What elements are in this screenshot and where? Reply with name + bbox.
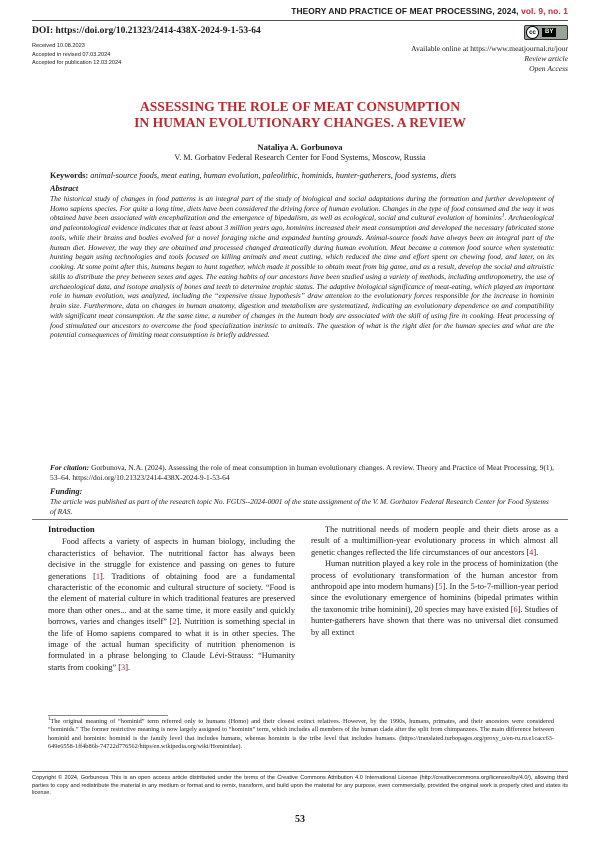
body-column-right (311, 524, 558, 638)
section-divider (32, 519, 568, 520)
article-title (32, 99, 568, 131)
keywords-label: Keywords: (50, 171, 89, 180)
intro-text: ]. Studies of hunter-gatherers have shown that there was no universal diet consumed by all extinct (311, 604, 558, 637)
keywords-text: animal-source foods, meat eating, human evolution, paleolithic, hominids, hunter-gatherers, food systems, diets (88, 171, 457, 180)
intro-text: Food affects a variety of aspects in human biology, including the characteristics of behavior. The nutritional factor has always been decisive in the struggle for existence and passing on genes to future generations [ (48, 537, 295, 581)
intro-text: Human nutrition played a key role in the process of hominization (the process of evolutionary transformation of the human ancestor from anthropoid ape into modern humans) [ (311, 559, 558, 592)
intro-paragraph-1 (48, 536, 295, 673)
intro-text: ]. (125, 662, 131, 672)
intro-paragraph-2 (311, 524, 558, 558)
citation-label: For citation: (50, 463, 90, 472)
reference-link[interactable]: 2 (172, 617, 177, 627)
citation (50, 463, 554, 483)
title-line-2: IN HUMAN EVOLUTIONARY CHANGES. A REVIEW (134, 115, 466, 130)
cc-icon: cc (526, 26, 539, 39)
footnote-number: 1 (48, 716, 51, 722)
intro-text: ]. Nutrition is something special in the life of Homo sapiens compared to what it is in other species. The image of the actual human specificity of nutrition phenomenon is formulated in a phrase belonging to Claude Lévi-Strauss: “Humanity starts from cooking” [ (48, 617, 295, 672)
introduction-heading: Introduction (48, 524, 95, 534)
intro-text: The nutritional needs of modern people and their diets arose as a result of a multimillion-year evolutionary process in which almost all genetic changes reflected the life circumstances of our ancestors [ (311, 525, 558, 557)
article-type: Review article (524, 54, 568, 63)
abstract (50, 184, 554, 340)
footnote-divider (48, 715, 168, 716)
journal-running-header (291, 6, 568, 16)
body-column-left (48, 524, 295, 673)
reference-link[interactable]: 1 (95, 571, 100, 581)
intro-text: ]. In the 5-to-7-million-year period since the evolutionary emergence of hominins (bipedal primates within the taxonomic tribe hominini), 20 species may have existed [ (311, 582, 559, 614)
author-name: Nataliya A. Gorbunova (257, 142, 343, 152)
article-doi[interactable]: DOI: https://doi.org/10.21323/2414-438X-2024-9-1-53-64 (32, 26, 261, 36)
revised-date: Accepted in revised 07.03.2024 (32, 51, 111, 58)
footnote-marker[interactable]: 1 (501, 212, 505, 219)
funding-heading: Funding: (50, 487, 83, 496)
accepted-date: Accepted for publication 12.03.2024 (32, 60, 122, 67)
reference-link[interactable]: 4 (529, 547, 534, 557)
keywords (50, 171, 554, 180)
reference-link[interactable]: 3 (121, 662, 126, 672)
funding-text: The article was published as part of the research topic No. FGUS--2024-0001 of the state assignment of the V. M. Gorbatov Federal Research Center for Food Systems of RAS. (50, 497, 549, 516)
intro-text: ]. Traditions of obtaining food are a fundamental characteristic of the economic and cultural structure of society. “Food is the element of material culture in which traditional features are preserved more than other ones... and at the same time, it more easily and quickly borrows, varies and changes itself” [ (48, 571, 295, 627)
received-date: Received 10.08.2023 (32, 43, 85, 49)
citation-text: Gorbunova, N.A. (2024). Assessing the role of meat consumption in human evolutionary changes. A review. Theory and Practice of Meat Processing, 9(1), 53–64. https://doi.org/10.21323/2414-438X-2024-9-1-53-64 (50, 463, 554, 482)
by-icon: BY (542, 28, 556, 37)
online-availability[interactable]: Available online at https://www.meatjournal.ru/jour (411, 44, 568, 53)
abstract-text-2: . Archaeological and paleontological evidence indicates that at least about 3 million years ago, hominins increased their meat consumption and developed the necessary fabricated stone tools, while their brains and bodies evolved for a novel foraging niche and expanded hunting grounds. Animal-source foods have always been an integral part of the human diet. However, the way they are obtained and processed changed dramatically during human evolution. Meat became a common food source when systematic hunting began using technologies and tools focused on killing animals and meat cutting, which reduced the time and effort spent on chewing food, and later, on its cooking. At some point after this, humans began to hunt together, which made it possible to obtain meat from big game, and as a result, develop the social and altruistic skills to distribute the prey between sexes and ages. The eating habits of our ancestors have been studied using a variety of methods, including anthropometry, the use of archaeological data, and isotope analysis of bones and teeth to determine trophic status. The adaptive biological significance of meat-eating, which played an important role in human evolution, was analyzed, including the “expensive tissue hypothesis” draw attention to the evolutionary forces responsible for the increase in hominin brain size. Furthermore, data on changes in human anatomy, digestion and metabolism are systematized, indicating an evolutionary dependence on and compatibility with significant meat consumption. At the same time, a number of changes in the human body are associated with the skill of using fire in cooking. Heat processing of food stimulated our ancestors to overcome the food specialization intrinsic to animals. The question of what is the right diet for the human species and what are the potential consequences of limiting meat consumption is briefly addressed. (50, 213, 554, 340)
page-number: 53 (295, 814, 305, 825)
journal-name: THEORY AND PRACTICE OF MEAT PROCESSING, 2024, (291, 6, 519, 16)
availability-info (411, 44, 568, 74)
intro-text: ]. (533, 547, 539, 557)
footnote (48, 718, 554, 751)
reference-link[interactable]: 6 (513, 604, 518, 614)
copyright-divider (32, 771, 568, 772)
journal-volume: vol. 9, no. 1 (518, 6, 568, 16)
footnote-text: The original meaning of “hominid” term referred only to humans (Homo) and their closest extinct relatives. However, by the 1990s, humans, primates, and their ancestors were considered “hominids.” The former restrictive meaning is now largely assigned to “hominin” term, which includes all members of the human clade after the split from chimpanzees. The main difference between hominid and hominin: hominid is the family level that includes humans, whereas hominin is the tribe level that includes humans. (https://translated.turbopages.org/proxy_u/en-ru.ru.e1cacc63-649e6558-1ff4b86b-74722d776562/https/en.wikipedia.org/wiki/Hominidae). (48, 718, 554, 750)
author-affiliation: V. M. Gorbatov Federal Research Center for Food Systems, Moscow, Russia (174, 153, 426, 162)
abstract-text-1: The historical study of changes in food patterns is an integral part of the study of biological and social adaptations during the formation and further development of Homo sapiens species. For quite a long time, diets have been considered the driving force of human evolution. Changes in the type of food consumed and the way it was obtained have been associated with encephalization and the emergence of bipedalism, as well as ecological, social and cultural evolution of hominins (50, 193, 554, 223)
access-type: Open Access (529, 64, 568, 73)
title-line-1: ASSESSING THE ROLE OF MEAT CONSUMPTION (139, 99, 461, 114)
reference-link[interactable]: 5 (438, 582, 443, 592)
article-dates (32, 42, 121, 68)
header-divider (32, 20, 568, 21)
abstract-heading: Abstract (50, 184, 79, 193)
cc-by-license-badge[interactable] (524, 25, 568, 40)
copyright-notice: Copyright © 2024, Gorbunova This is an open access article distributed under the terms of the Creative Commons Attribution 4.0 International License (http://creativecommons.org/licenses/by/4.0/), allowing third parties to copy and redistribute the material in any medium or format and to remix, transform, and build upon the material for any purpose, even commercially, provided the original work is properly cited and states its license. (32, 775, 568, 797)
intro-paragraph-3 (311, 558, 558, 638)
